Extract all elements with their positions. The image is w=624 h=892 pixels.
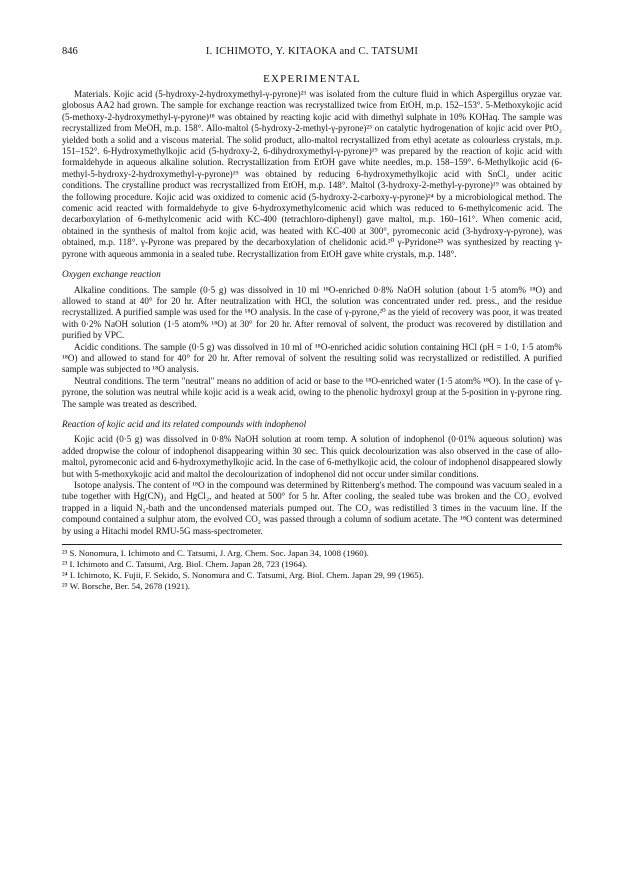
isotope-analysis-paragraph: Isotope analysis. The content of ¹⁸O in the compound was determined by Rittenberg's method. The compound was vacuum sealed in a tube together with Hg(CN)₂ and HgCl₂, and heated at 500° for 5 hr. After cooling, the sealed tube was broken and the CO₂ evolved trapped in a liquid N₂-bath and the uncondensed materials pumped out. The CO₂ was redistilled 3 times in the vacuum line. If the compound contained a sulphur atom, the evolved CO₂ was passed through a column of sodium acetate. The ¹⁸O content was determined by using a Hitachi model RMU-5G mass-spectrometer. — [62, 480, 562, 536]
indophenol-heading: Reaction of kojic acid and its related compounds with indophenol — [62, 419, 307, 430]
footnote: ²⁴ I. Ichimoto, K. Fujii, F. Sekido, S. Nonomura and C. Tatsumi, Arg. Biol. Chem. Japan 29, 99 (1965). — [62, 570, 424, 581]
alkaline-conditions-paragraph: Alkaline conditions. The sample (0·5 g) was dissolved in 10 ml ¹⁸O-enriched 0·8% NaOH solution (about 1·5 atom% ¹⁸O) and allowed to stand at 40° for 20 hr. After neutralization with HCl, the solution was concentrated under red. press., and the residue recrystallized. A purified sample was used for the ¹⁸O analysis. In the case of γ-pyrone,²⁰ as the yield of recovery was poor, it was treated with 0·2% NaOH solution (1·5 atom% ¹⁸O) at 30° for 20 hr. After removal of solvent, the product was recovered by distillation and purified by VPC. — [62, 284, 562, 341]
oxygen-exchange-heading: Oxygen exchange reaction — [62, 270, 161, 281]
article-body — [62, 73, 562, 592]
footnote: ²³ S. Nonomura, I. Ichimoto and C. Tatsumi, J. Arg. Chem. Soc. Japan 34, 1008 (1960). — [62, 548, 369, 559]
acidic-conditions-paragraph: Acidic conditions. The sample (0·5 g) was dissolved in 10 ml of ¹⁸O-enriched acidic solution containing HCl (pH = 1·0, 1·5 atom% ¹⁸O) and allowed to stand for 40° for 20 hr. After removal of solvent the resulting solid was recrystallized or redistilled. A purified sample was subjected to ¹⁸O analysis. — [62, 341, 562, 375]
footnote: ²⁵ W. Borsche, Ber. 54, 2678 (1921). — [62, 581, 191, 592]
indophenol-paragraph: Kojic acid (0·5 g) was dissolved in 0·8% NaOH solution at room temp. A solution of indophenol (0·01% aqueous solution) was added dropwise the colour of indophenol disappearing within 30 sec. This quick decolourization was also observed in the case of allo-maltol, pyromeconic acid and 6-hydroxymethylkojic acid. In the case of 6-methylkojic acid, the colour of indophenol disappeared slowly but with 5-methoxykojic acid and maltol the decolourization of indophenol did not occur under similar conditions. — [62, 434, 562, 479]
neutral-conditions-paragraph: Neutral conditions. The term "neutral" means no addition of acid or base to the ¹⁸O-enriched water (1·5 atom% ¹⁸O). In the case of γ-pyrone, the solution was neutral while kojic acid is a weak acid, owing to the phenolic hydroxyl group at the 5-position in γ-pyrone ring. The sample was treated as described. — [62, 375, 562, 409]
page-number: 846 — [62, 46, 78, 57]
footnote-rule — [62, 544, 562, 545]
footnote: ²³ I. Ichimoto and C. Tatsumi, Arg. Biol. Chem. Japan 28, 723 (1964). — [62, 559, 308, 570]
page-header — [62, 46, 562, 60]
section-title: EXPERIMENTAL — [263, 73, 361, 85]
footnotes — [62, 548, 562, 592]
materials-paragraph: Materials. Kojic acid (5-hydroxy-2-hydroxymethyl-γ-pyrone)²³ was isolated from the culture fluid in which Aspergillus oryzae var. globosus AA2 had grown. The sample for exchange reaction was recrystallized twice from EtOH, m.p. 152–153°. 5-Methoxykojic acid (5-methoxy-2-hydroxymethyl-γ-pyrone)¹⁸ was obtained by reacting kojic acid with dimethyl sulphate in 10% KOHaq. The sample was recrystallized from MeOH, m.p. 158°. Allo-maltol (5-hydroxy-2-methyl-γ-pyrone)²³ on catalytic hydrogenation of kojic acid over PtO₂ yielded both a solid and a viscous material. The solid product, allo-maltol recrystallized from ethyl acetate as colourless crystals, m.p. 151–152°. 6-Hydroxymethylkojic acid (5-hydroxy-2, 6-dihydroxymethyl-γ-pyrone)¹⁹ was prepared by the reaction of kojic acid with formaldehyde in aqueous alkaline solution. Recrystallization from EtOH gave white needles, m.p. 158–159°. 6-Methylkojic acid (6-methyl-5-hydroxy-2-hydroxymethyl-γ-pyrone)¹⁹ was obtained by reducing 6-hydroxymethylkojic acid with SnCl₂ under acitic conditions. The crystalline product was recrystallized from EtOH, m.p. 148°. Maltol (3-hydroxy-2-methyl-γ-pyrone)¹⁹ was obtained by the following procedure. Kojic acid was oxidized to comenic acid (5-hydroxy-2-carboxy-γ-pyrone)²⁴ by a microbiological method. The comenic acid reacted with formaldehyde to give 6-hydroxymethylcomenic acid which was reduced to 6-methylcomenic acid. The decarboxylation of 6-methylcomenic acid with KC-400 (tetrachloro-diphenyl) gave maltol, m.p. 160–161°. When comenic acid, obtained in the synthesis of maltol from kojic acid, was heated with KC-400 at 300°, pyromeconic acid (3-hydroxy-γ-pyrone), was obtained, m.p. 118°. γ-Pyrone was prepared by the decarboxylation of chelidonic acid.²⁰ γ-Pyridone²⁵ was synthesized by reacting γ-pyrone with aqueous ammonia in a sealed tube. Recrystallization from EtOH gave white crystals, m.p. 148°. — [62, 89, 562, 259]
running-head: I. ICHIMOTO, Y. KITAOKA and C. TATSUMI — [205, 46, 419, 57]
